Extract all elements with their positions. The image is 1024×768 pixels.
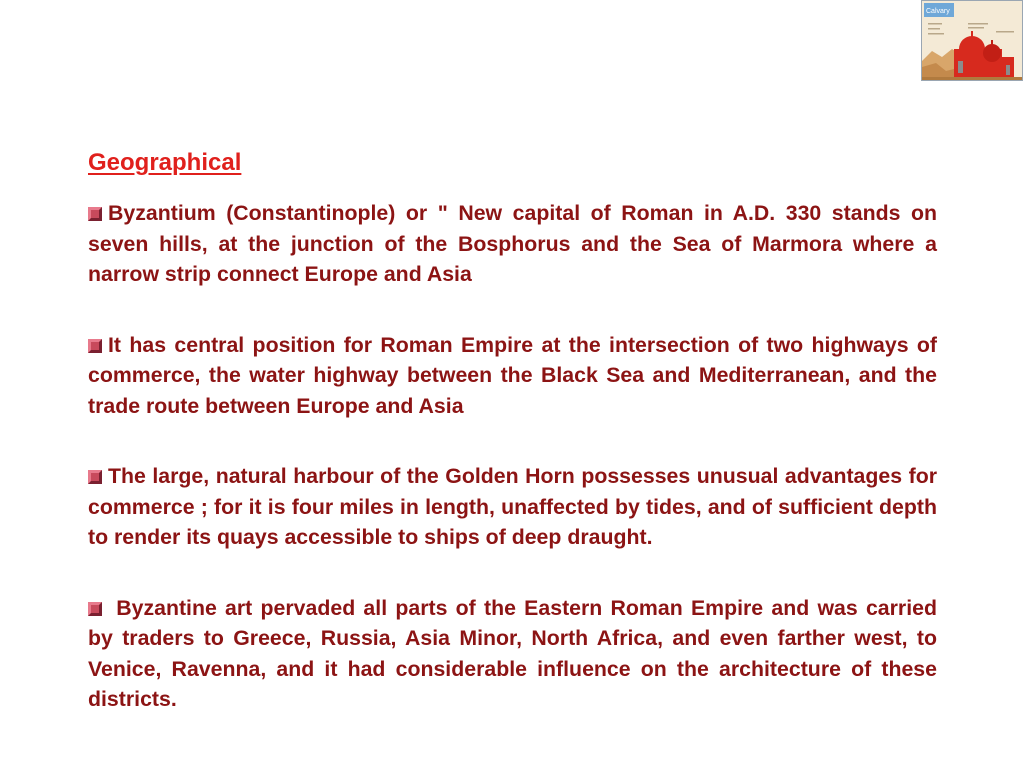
- bullet-paragraph-4: [88, 593, 937, 715]
- slide-content: [88, 146, 937, 755]
- bullet-paragraph-2: [88, 330, 937, 422]
- bullet-icon: [88, 602, 102, 616]
- bullet-paragraph-3: [88, 461, 937, 553]
- paragraph-text: The large, natural harbour of the Golden Horn possesses unusual advantages for commerce ; for it is four miles in length, unaffected by tides, and of sufficient depth to render its quays accessible to ships of deep draught.: [88, 464, 937, 549]
- bullet-icon: [88, 339, 102, 353]
- thumbnail-title: Calvary: [926, 8, 950, 15]
- church-diagram-thumbnail: [921, 0, 1023, 81]
- paragraph-text: Byzantium (Constantinople) or " New capital of Roman in A.D. 330 stands on seven hills, at the junction of the Bosphorus and the Sea of Marmora where a narrow strip connect Europe and Asia: [88, 201, 937, 286]
- paragraph-text: Byzantine art pervaded all parts of the Eastern Roman Empire and was carried by traders to Greece, Russia, Asia Minor, North Africa, and even farther west, to Venice, Ravenna, and it had considerable influence on the architecture of these districts.: [88, 595, 937, 711]
- bullet-paragraph-1: [88, 198, 937, 290]
- bullet-icon: [88, 470, 102, 484]
- church-diagram-icon: [922, 1, 1022, 80]
- paragraph-text: It has central position for Roman Empire at the intersection of two highways of commerce, the water highway between the Black Sea and Mediterranean, and the trade route between Europe and Asia: [88, 332, 937, 418]
- section-heading: Geographical: [88, 149, 242, 176]
- bullet-icon: [88, 207, 102, 221]
